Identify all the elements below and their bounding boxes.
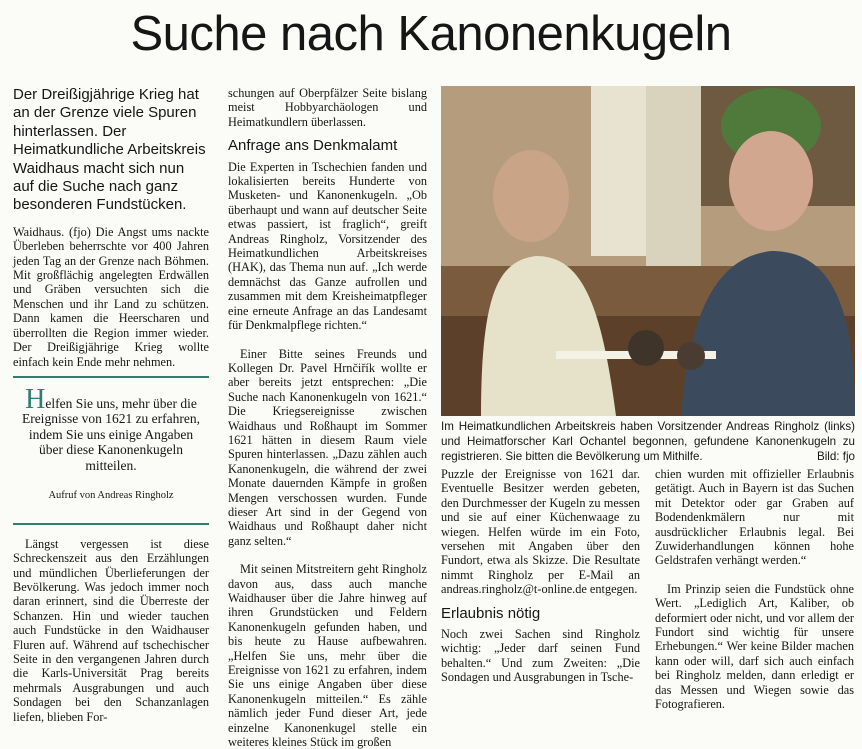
headline: Suche nach Kanonenkugeln [130, 7, 732, 61]
column-2 [228, 86, 427, 749]
quote-source: Aufruf von Andreas Ringholz [48, 490, 174, 502]
quote-divider-bottom [13, 523, 209, 525]
photo-credit: Bild: fjo [816, 450, 855, 463]
pull-quote [13, 378, 209, 480]
quote-text: elfen Sie uns, mehr über die Ereignisse von 1621 zu erfahren, indem Sie uns einige Angaben über diese Kanonenkugeln mitteilen. [21, 395, 201, 473]
subheading: Anfrage ans Denkmalamt [228, 137, 398, 155]
teaser: Der Dreißigjährige Krieg hat an der Grenze viele Spuren hinterlassen. Der Heimatkundliche Arbeitskreis Waidhaus macht sich nun auf die Suche nach ganz besonderen Fundstücken. [13, 86, 206, 214]
photo-caption [441, 419, 855, 464]
body-paragraph: Die Experten in Tschechien fanden und lokalisierten bereits Hunderte von Musketen- und Kanonenkugeln. „Ob überhaupt und wann auf deutscher Seite etwas passiert, ist fraglich“, greift Andreas Ringholz, Vorsitzender des Heimatkundlichen Arbeitskreises (HAK), das Thema nun auf. „Ich werde demnächst das Ganze aufrollen und zusammen mit dem Kreisheimatpfleger eine erneute Anfrage an das Landesamt für Denkmalpflege richten.“ [228, 159, 427, 333]
column-1 [13, 86, 209, 724]
body-paragraph: Im Prinzip seien die Fundstück ohne Wert. „Lediglich Art, Kaliber, ob deformiert oder nicht, und vor allem der Fundort sind wichtig für unsere Erhebungen.“ Wer keine Bilder machen kann oder will, darf sich auch einfach bei Ringholz melden, dann erledigt er das Messen und Wiegen sowie das Fotografieren. [655, 581, 854, 712]
subheading: Erlaubnis nötig [441, 604, 541, 622]
body-paragraph: chien wurden mit offizieller Erlaubnis getätigt. Auch in Bayern ist das Suchen mit Detektor oder gar Graben auf Bodendenkmälern nur mit ausdrücklicher Erlaubnis legal. Bei Zuwiderhandlungen können hohe Geldstrafen verhängt werden.“ [655, 467, 854, 568]
caption-text: Im Heimatkundlichen Arbeitskreis haben Vorsitzender Andreas Ringholz (links) und Heimatforscher Karl Ochantel begonnen, gefundene Kanonenkugeln zu registrieren. Sie bitten die Bevölkerung um Mithilfe. [441, 420, 855, 463]
body-paragraph: Mit seinen Mitstreitern geht Ringholz davon aus, dass auch manche Waidhauser über die Jahre hinweg auf ihren Grundstücken und Feldern Kanonenkugeln gefunden haben, und bis heute zu Hause aufbewahren. „Helfen Sie uns, mehr über die Ereignisse von 1621 zu erfahren, indem Sie uns einige Angaben über diese Kanonenkugeln mitteilen.“ Es zähle nämlich jeder Fund dieser Art, jede einzelne Kanonenkugel stelle ein weiteres kleines Stück im großen [228, 562, 427, 749]
body-paragraph: Noch zwei Sachen sind Ringholz wichtig: „Jeder darf seinen Fund behalten.“ Und zum Zweiten: „Die Sondagen und Ausgrabungen in Tsche- [441, 627, 640, 685]
body-paragraph: schungen auf Oberpfälzer Seite bislang meist Hobbyarchäologen und Heimatkundlern überlassen. [228, 86, 427, 129]
body-paragraph: Längst vergessen ist diese Schreckenszeit aus den Erzählungen und mündlichen Überlieferungen der Bevölkerung. Was jedoch immer noch daran erinnert, sind die Überreste der Schanzen. Hin und wieder tauchen auch Fundstücke in den Waidhauser Fluren auf. Während auf tschechischer Seite in den vergangenen Jahren durch die Karls-Universität Prag bereits mehrmals Ausgrabungen und auch Sondagen bei den Schanzanlagen liefen, blieben For- [13, 536, 209, 724]
drop-cap: H [25, 383, 46, 415]
lead-paragraph: Waidhaus. (fjo) Die Angst ums nackte Überleben beherrschte vor 400 Jahren jeden Tag an der Grenze nach Böhmen. Mit großflächig angelegten Erdwällen und Gräben versuchten sich die Menschen und ihr Land zu schützen. Dann kamen die Heerscharen und überrollten die Region immer wieder. Der Dreißigjährige Krieg wollte einfach kein Ende mehr nehmen. [13, 224, 209, 369]
body-paragraph: Einer Bitte seines Freunds und Kollegen Dr. Pavel Hrnčiřík wollte er aber bereits jetzt entsprechen: „Die Suche nach Kanonenkugeln von 1621.“ Die Kriegsereignisse zwischen Waidhaus und Roßhaupt im Sommer 1621 hätten in diesem Raum viele Spuren hinterlassen. „Dazu zählen auch Kanonenkugeln, die während der zwei Monate dauernden Kämpfe in großen Mengen verschossen wurden. Funde dieser Art sind in der Gegend von Waidhaus und Roßhaupt daher nicht ganz selten.“ [228, 346, 427, 548]
body-paragraph: Puzzle der Ereignisse von 1621 dar. Eventuelle Besitzer werden gebeten, den Durchmesser der Kugeln zu messen und sie auf einer Küchenwaage zu wiegen. Helfen würde im ein Foto, versehen mit Angaben über den Fundort, etwa als Skizze. Die Resultate nimmt Ringholz per E-Mail an andreas.ringholz@t-online.de entgegen. [441, 467, 640, 597]
column-4 [655, 467, 854, 712]
column-3 [441, 467, 640, 685]
article-photo [441, 86, 855, 416]
photo-illustration [441, 86, 855, 416]
